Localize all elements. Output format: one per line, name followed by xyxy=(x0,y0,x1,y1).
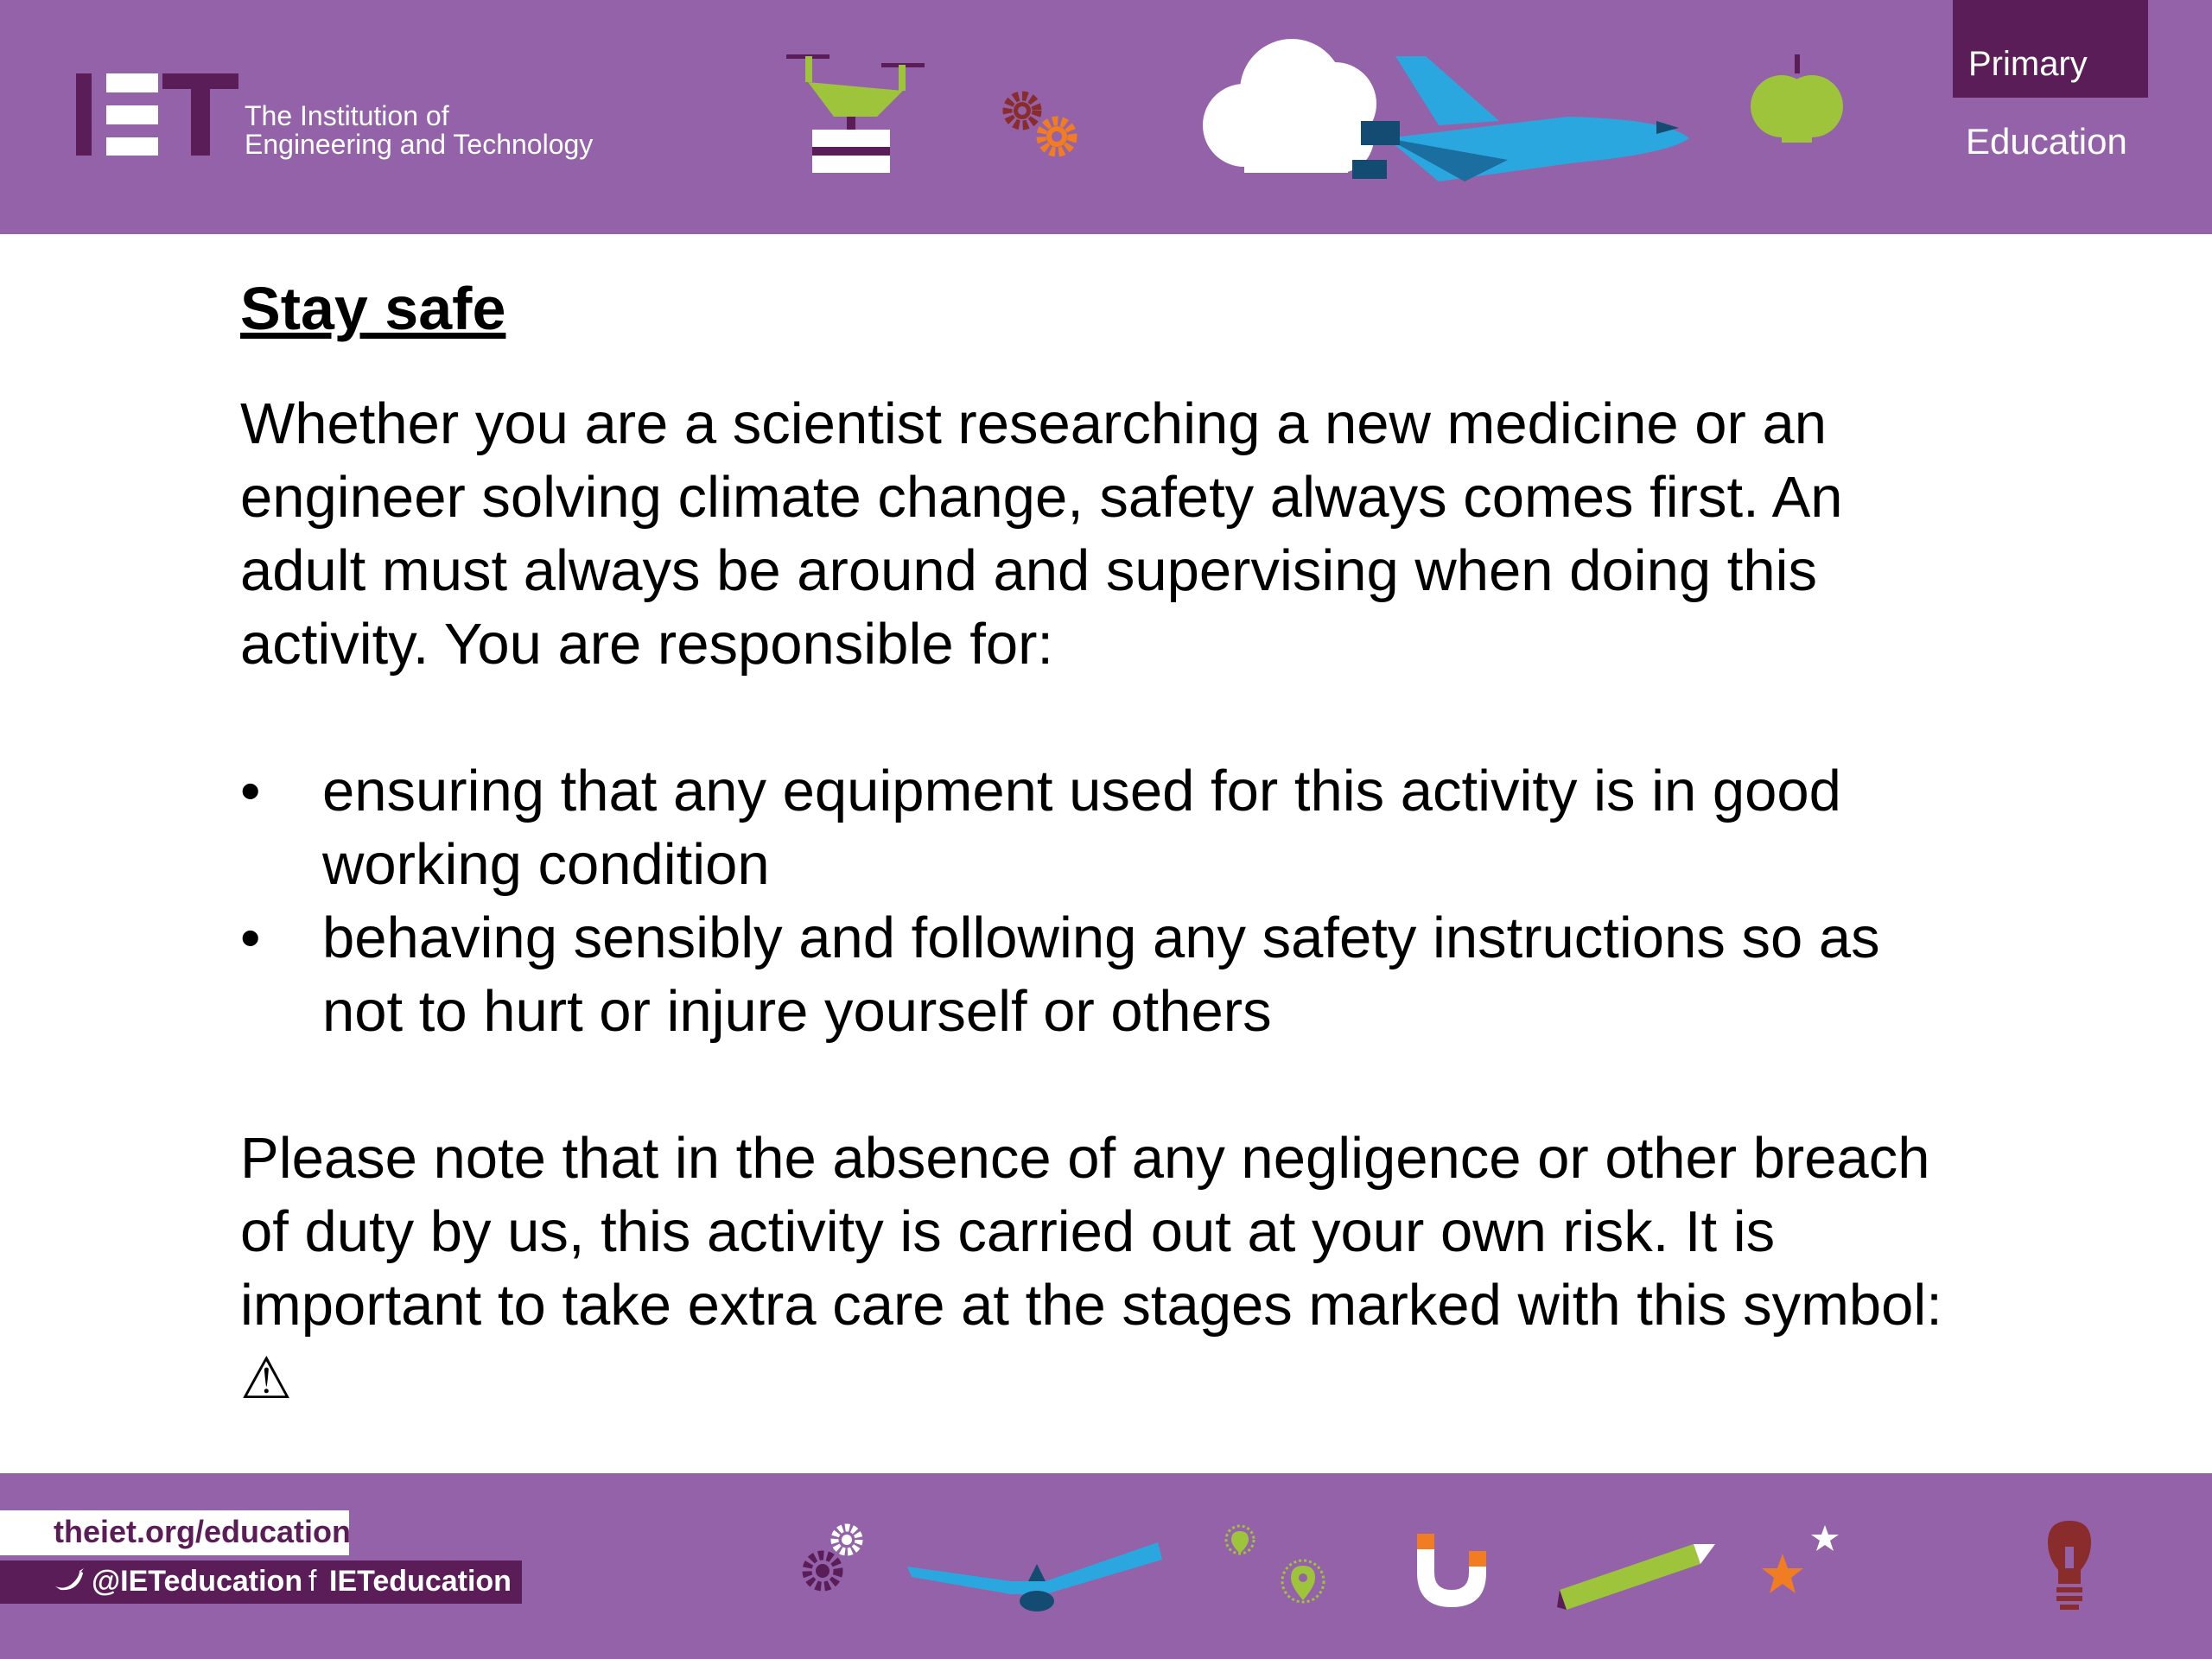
list-item-text: behaving sensibly and following any safety instructions so as not to hurt or injure yourself or others xyxy=(322,906,1880,1044)
list-item xyxy=(240,901,1968,1048)
badge-primary-label: Primary xyxy=(1968,45,2088,83)
light-bulb-icon xyxy=(2039,1516,2100,1616)
bullet-icon: • xyxy=(240,906,261,970)
stars-icon xyxy=(1754,1521,1849,1607)
twitter-bird-icon xyxy=(54,1566,85,1601)
page-title: Stay safe xyxy=(240,275,506,342)
intro-paragraph: Whether you are a scientist researching a new medicine or an engineer solving climate change, safety always comes first. An adult must always be around and supervising when doing this activity. You are responsible for: xyxy=(240,391,1843,677)
magnet-icon xyxy=(1400,1525,1495,1611)
facebook-f-icon: f xyxy=(308,1565,317,1598)
responsibilities-list xyxy=(240,754,1968,1048)
location-pins-icon xyxy=(1218,1521,1331,1616)
facebook-handle-link[interactable]: IETeducation xyxy=(329,1565,512,1598)
list-item xyxy=(240,754,1968,901)
website-link[interactable]: theiet.org/education xyxy=(54,1514,352,1549)
twitter-handle-link[interactable]: @IETeducation xyxy=(92,1565,303,1598)
gears-icon xyxy=(998,86,1084,164)
plane-illustration xyxy=(907,1534,1166,1620)
main-content xyxy=(240,273,2003,1415)
badge-education-label: Education xyxy=(1966,121,2127,162)
space-shuttle-illustration xyxy=(1335,52,1698,199)
org-line-1: The Institution of xyxy=(245,100,449,131)
iet-logo xyxy=(76,73,240,160)
pencil-icon xyxy=(1555,1534,1719,1611)
drone-illustration xyxy=(773,48,938,194)
social-bar xyxy=(0,1560,522,1604)
organisation-name xyxy=(245,102,593,159)
footer-gears-icon xyxy=(795,1521,873,1599)
bullet-icon: • xyxy=(240,759,261,823)
org-line-2: Engineering and Technology xyxy=(245,129,594,160)
note-paragraph: Please note that in the absence of any negligence or other breach of duty by us, this activity is carried out at your own risk. It is important to take extra care at the stages marked with this symbol: ⚠ xyxy=(240,1126,1942,1411)
list-item-text: ensuring that any equipment used for this activity is in good working condition xyxy=(322,759,1841,897)
apple-icon xyxy=(1750,48,1845,151)
